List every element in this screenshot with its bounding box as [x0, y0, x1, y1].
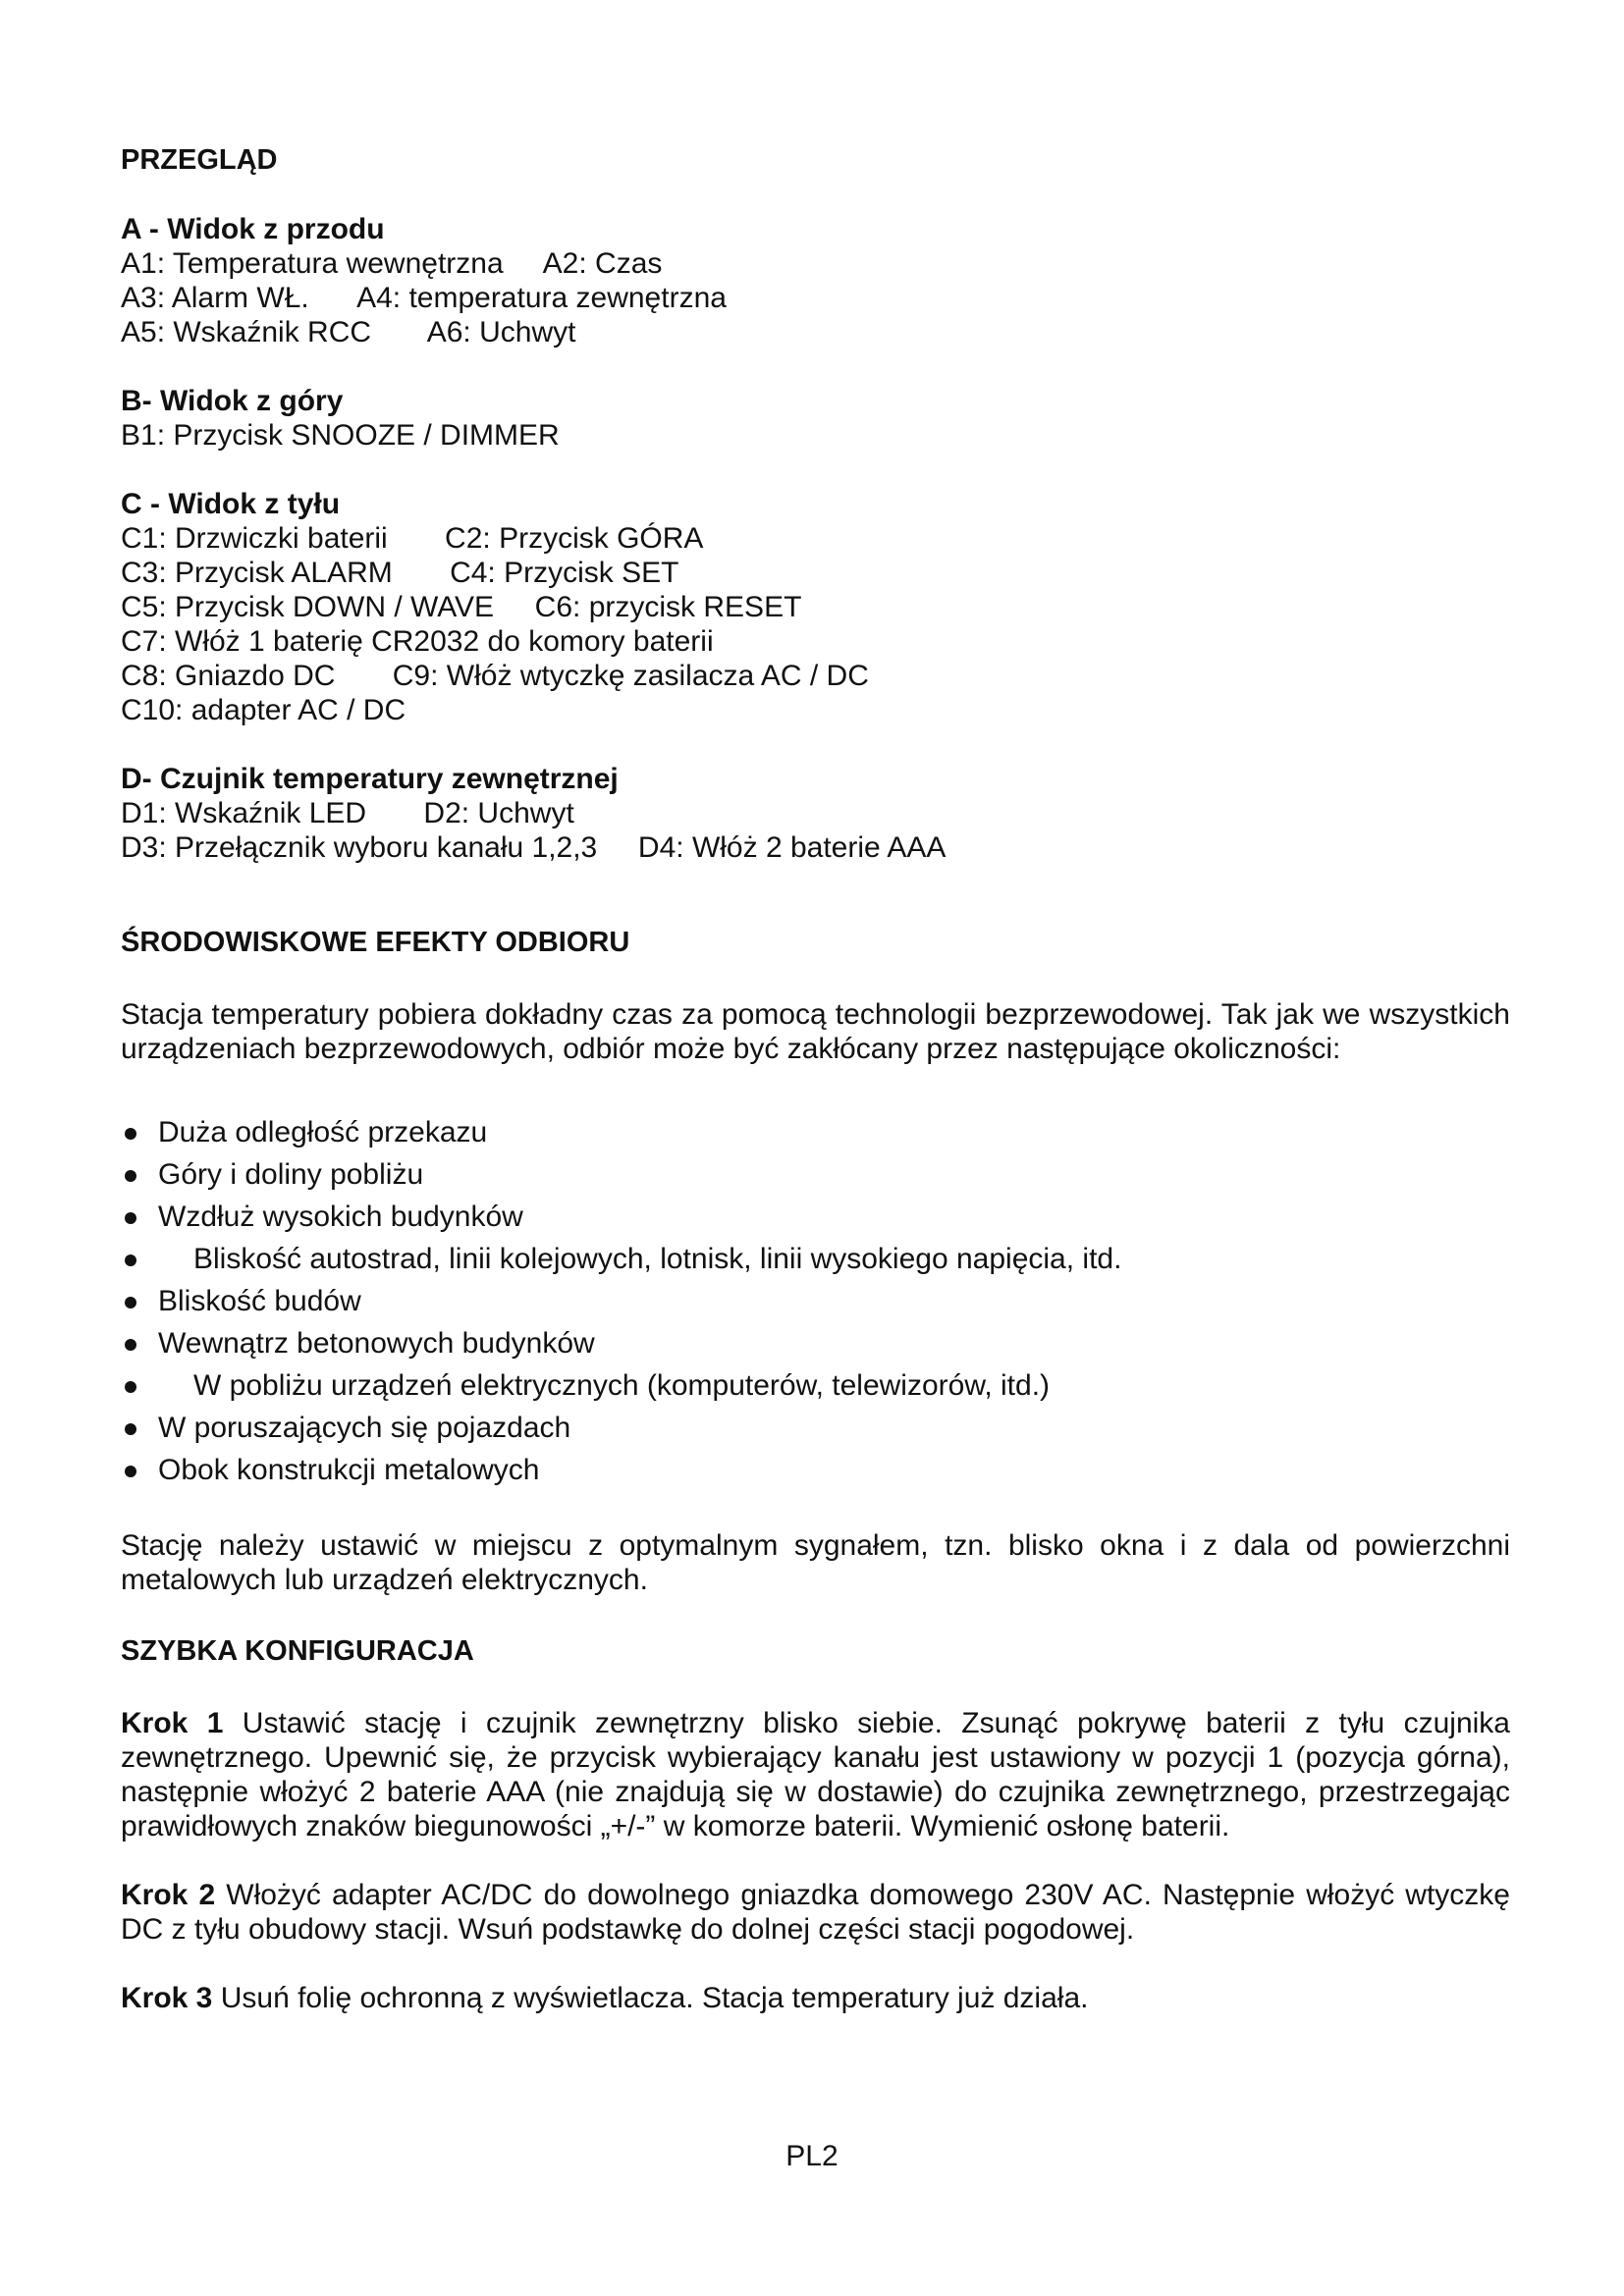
list-item: W poruszających się pojazdach [121, 1407, 1510, 1449]
legend-line: B1: Przycisk SNOOZE / DIMMER [121, 419, 560, 452]
legend-line: A5: Wskaźnik RCC A6: Uchwyt [121, 316, 576, 348]
setup-step [121, 1981, 1510, 2015]
reception-intro: Stacja temperatury pobiera dokładny czas za pomocą technologii bezprzewodowej. Tak jak we wszystkich urządzeniach bezprzewodowych, odbiór może być zakłócany przez następujące okoliczności: [121, 998, 1510, 1065]
bullet-icon [125, 1466, 136, 1477]
bullet-icon [125, 1255, 136, 1266]
legend-line: D1: Wskaźnik LED D2: Uchwyt [121, 797, 574, 829]
bullet-icon [125, 1170, 136, 1182]
list-item: Duża odległość przekazu [121, 1111, 1510, 1153]
legend-line: D3: Przełącznik wyboru kanału 1,2,3 D4: Włóż 2 baterie AAA [121, 831, 947, 864]
section-heading: C - Widok z tyłu [121, 488, 341, 520]
section-top-view [121, 384, 1510, 453]
setup-step [121, 1706, 1510, 1843]
section-heading: D- Czujnik temperatury zewnętrznej [121, 763, 619, 795]
reception-outro: Stację należy ustawić w miejscu z optymalnym sygnałem, tzn. blisko okna i z dala od powierzchni metalowych lub urządzeń elektrycznych. [121, 1529, 1510, 1596]
section-heading: A - Widok z przodu [121, 213, 385, 245]
legend-line: A3: Alarm WŁ. A4: temperatura zewnętrzna [121, 282, 727, 314]
bullet-icon [125, 1128, 136, 1140]
bullet-icon [125, 1212, 136, 1224]
step-label: Krok 2 [121, 1879, 216, 1911]
step-text: Włożyć adapter AC/DC do dowolnego gniazdka domowego 230V AC. Następnie włożyć wtyczkę DC z tyłu obudowy stacji. Wsuń podstawkę do dolnej części stacji pogodowej. [121, 1879, 1510, 1946]
list-item: Wewnątrz betonowych budynków [121, 1322, 1510, 1364]
legend-line: C8: Gniazdo DC C9: Włóż wtyczkę zasilacza AC / DC [121, 660, 869, 692]
legend-line: C3: Przycisk ALARM C4: Przycisk SET [121, 557, 679, 589]
bullet-icon [125, 1297, 136, 1308]
list-item: W pobliżu urządzeń elektrycznych (komputerów, telewizorów, itd.) [121, 1364, 1510, 1407]
step-label: Krok 1 [121, 1707, 224, 1739]
bullet-icon [125, 1381, 136, 1393]
section-outdoor-sensor [121, 762, 1510, 865]
step-text: Usuń folię ochronną z wyświetlacza. Stacja temperatury już działa. [220, 1982, 1089, 2014]
document-page [121, 143, 1510, 2015]
section-heading: B- Widok z góry [121, 385, 344, 417]
quick-setup-title: SZYBKA KONFIGURACJA [121, 1635, 474, 1667]
list-item: Bliskość autostrad, linii kolejowych, lotnisk, linii wysokiego napięcia, itd. [121, 1238, 1510, 1280]
section-back-view [121, 487, 1510, 727]
legend-line: C10: adapter AC / DC [121, 694, 406, 726]
interference-list [121, 1111, 1510, 1491]
list-item: Góry i doliny pobliżu [121, 1153, 1510, 1196]
list-item: Bliskość budów [121, 1280, 1510, 1322]
setup-step [121, 1878, 1510, 1947]
legend-line: A1: Temperatura wewnętrzna A2: Czas [121, 247, 663, 280]
bullet-icon [125, 1339, 136, 1351]
step-text: Ustawić stację i czujnik zewnętrzny blisko siebie. Zsunąć pokrywę baterii z tyłu czujnika zewnętrznego. Upewnić się, że przycisk wybierający kanału jest ustawiony w pozycji 1 (pozycja górna), następnie włożyć 2 baterie AAA (nie znajdują się w dostawie) do czujnika zewnętrznego, przestrzegając prawidłowych znaków biegunowości „+/-” w komorze baterii. Wymienić osłonę baterii. [121, 1707, 1510, 1842]
list-item: Obok konstrukcji metalowych [121, 1449, 1510, 1491]
legend-line: C1: Drzwiczki baterii C2: Przycisk GÓRA [121, 522, 704, 555]
bullet-icon [125, 1423, 136, 1435]
page-number: PL2 [785, 2140, 839, 2172]
overview-title: PRZEGLĄD [121, 144, 278, 176]
step-label: Krok 3 [121, 1982, 213, 2014]
legend-line: C5: Przycisk DOWN / WAVE C6: przycisk RESET [121, 591, 802, 623]
list-item: Wzdłuż wysokich budynków [121, 1196, 1510, 1238]
section-front-view [121, 212, 1510, 349]
legend-line: C7: Włóż 1 baterię CR2032 do komory baterii [121, 625, 714, 658]
reception-title: ŚRODOWISKOWE EFEKTY ODBIORU [121, 927, 630, 958]
